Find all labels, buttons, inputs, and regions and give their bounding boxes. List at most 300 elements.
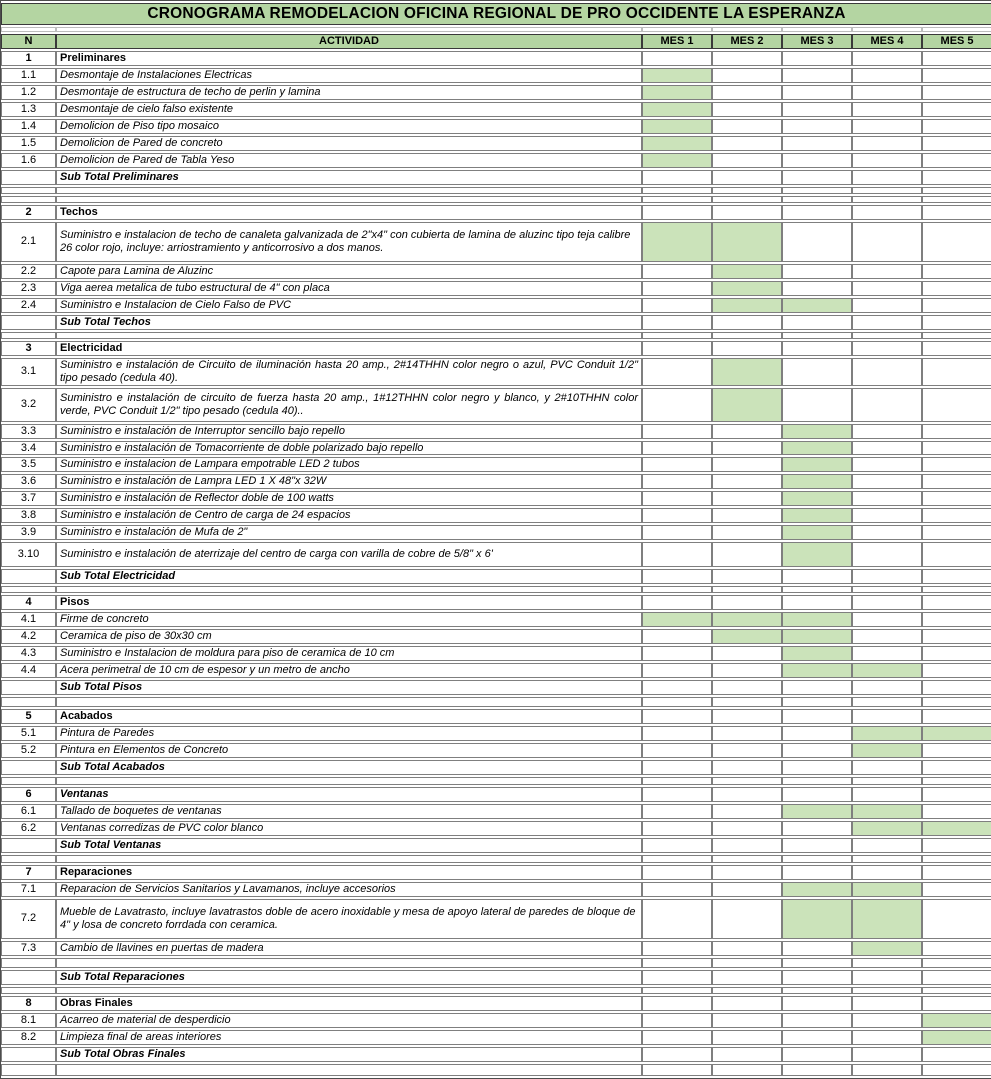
table-row: [1, 760, 991, 775]
row-number-cell: 8: [1, 996, 56, 1011]
activity-cell: Suministro e instalación de Lampra LED 1 X 48"x 32W: [56, 474, 642, 489]
table-row: [1, 838, 991, 853]
month-cell-mes-2: [712, 1047, 782, 1062]
month-cell-mes-5: [922, 136, 991, 151]
month-cell-mes-3: [782, 996, 852, 1011]
gap-cell: [1, 27, 56, 32]
table-row: [1, 341, 991, 356]
month-cell-mes-3: [782, 388, 852, 422]
activity-cell: Ventanas: [56, 787, 642, 802]
month-cell-mes-5: [922, 787, 991, 802]
month-cell-mes-2: [712, 787, 782, 802]
activity-cell: Sub Total Preliminares: [56, 170, 642, 185]
month-cell-mes-2: [712, 68, 782, 83]
table-row: [1, 970, 991, 985]
gantt-bar-cell-mes-1: [642, 85, 712, 100]
activity-cell: [56, 697, 642, 707]
month-cell-mes-2: [712, 680, 782, 695]
month-cell-mes-5: [922, 838, 991, 853]
gantt-bar-cell-mes-1: [642, 136, 712, 151]
table-row: [1, 136, 991, 151]
row-number-cell: 7.3: [1, 941, 56, 956]
row-number-cell: [1, 970, 56, 985]
spacer-row: [1, 987, 991, 994]
gantt-bar-cell-mes-3: [782, 457, 852, 472]
row-number-cell: 1.2: [1, 85, 56, 100]
month-cell-mes-3: [782, 170, 852, 185]
month-cell-mes-3: [782, 68, 852, 83]
gantt-bar-cell-mes-4: [852, 743, 922, 758]
month-cell-mes-1: [642, 542, 712, 567]
month-cell-mes-4: [852, 102, 922, 117]
month-cell-mes-5: [922, 85, 991, 100]
month-cell-mes-3: [782, 102, 852, 117]
row-number-cell: 7.1: [1, 882, 56, 897]
month-cell-mes-5: [922, 341, 991, 356]
month-cell-mes-5: [922, 855, 991, 863]
month-cell-mes-3: [782, 941, 852, 956]
month-cell-mes-3: [782, 332, 852, 339]
row-number-cell: 3.9: [1, 525, 56, 540]
row-number-cell: 6.2: [1, 821, 56, 836]
month-cell-mes-1: [642, 196, 712, 203]
gantt-bar-cell-mes-3: [782, 298, 852, 313]
month-cell-mes-5: [922, 586, 991, 593]
month-cell-mes-3: [782, 760, 852, 775]
column-header-n: N: [1, 34, 56, 49]
month-cell-mes-3: [782, 119, 852, 134]
activity-cell: [56, 187, 642, 194]
gantt-bar-cell-mes-2: [712, 358, 782, 386]
month-cell-mes-1: [642, 1047, 712, 1062]
table-row: [1, 996, 991, 1011]
table-row: [1, 542, 991, 567]
activity-cell: Pisos: [56, 595, 642, 610]
month-cell-mes-5: [922, 205, 991, 220]
month-cell-mes-1: [642, 187, 712, 194]
month-cell-mes-4: [852, 629, 922, 644]
month-cell-mes-3: [782, 777, 852, 785]
month-cell-mes-4: [852, 612, 922, 627]
month-cell-mes-4: [852, 85, 922, 100]
month-cell-mes-1: [642, 804, 712, 819]
column-header-mes-3: MES 3: [782, 34, 852, 49]
activity-cell: Reparacion de Servicios Sanitarios y Lavamanos, incluye accesorios: [56, 882, 642, 897]
month-cell-mes-5: [922, 264, 991, 279]
table-row: [1, 153, 991, 168]
activity-cell: Limpieza final de areas interiores: [56, 1030, 642, 1045]
month-cell-mes-2: [712, 663, 782, 678]
month-cell-mes-2: [712, 51, 782, 66]
row-number-cell: [1, 760, 56, 775]
table-row: [1, 170, 991, 185]
month-cell-mes-4: [852, 777, 922, 785]
month-cell-mes-5: [922, 1064, 991, 1076]
activity-cell: Desmontaje de Instalaciones Electricas: [56, 68, 642, 83]
month-cell-mes-3: [782, 315, 852, 330]
month-cell-mes-5: [922, 743, 991, 758]
month-cell-mes-3: [782, 222, 852, 262]
month-cell-mes-5: [922, 777, 991, 785]
month-cell-mes-4: [852, 958, 922, 968]
month-cell-mes-5: [922, 865, 991, 880]
month-cell-mes-4: [852, 970, 922, 985]
spacer-row: [1, 196, 991, 203]
month-cell-mes-1: [642, 958, 712, 968]
month-cell-mes-1: [642, 281, 712, 296]
activity-cell: Sub Total Acabados: [56, 760, 642, 775]
month-cell-mes-2: [712, 542, 782, 567]
gantt-bar-cell-mes-2: [712, 264, 782, 279]
gantt-bar-cell-mes-3: [782, 899, 852, 939]
row-number-cell: 8.2: [1, 1030, 56, 1045]
month-cell-mes-1: [642, 205, 712, 220]
table-row: [1, 222, 991, 262]
activity-cell: Suministro e instalación de circuito de fuerza hasta 20 amp., 1#12THHN color negro y blanco, y 2#10THHN color verde, PVC Conduit 1/2" tipo pesado (cedula 40)..: [56, 388, 642, 422]
activity-cell: Suministro e instalación de Centro de carga de 24 espacios: [56, 508, 642, 523]
activity-cell: Firme de concreto: [56, 612, 642, 627]
table-row: [1, 491, 991, 506]
month-cell-mes-3: [782, 838, 852, 853]
activity-cell: Suministro e instalacion de techo de canaleta galvanizada de 2"x4" con cubierta de lamina de aluzinc tipo teja calibre 26 color rojo, incluye: arriostramiento y anticorrosivo a dos manos.: [56, 222, 642, 262]
table-row: [1, 457, 991, 472]
month-cell-mes-5: [922, 697, 991, 707]
month-cell-mes-2: [712, 153, 782, 168]
month-cell-mes-2: [712, 941, 782, 956]
row-number-cell: [1, 586, 56, 593]
month-cell-mes-4: [852, 222, 922, 262]
month-cell-mes-5: [922, 612, 991, 627]
table-row: [1, 569, 991, 584]
page-title: CRONOGRAMA REMODELACION OFICINA REGIONAL DE PRO OCCIDENTE LA ESPERANZA: [1, 3, 991, 25]
month-cell-mes-5: [922, 68, 991, 83]
month-cell-mes-5: [922, 970, 991, 985]
row-number-cell: 6: [1, 787, 56, 802]
row-number-cell: 3.1: [1, 358, 56, 386]
row-number-cell: [1, 855, 56, 863]
month-cell-mes-2: [712, 855, 782, 863]
month-cell-mes-1: [642, 1013, 712, 1028]
row-number-cell: 1.3: [1, 102, 56, 117]
gantt-bar-cell-mes-5: [922, 821, 991, 836]
month-cell-mes-4: [852, 1013, 922, 1028]
month-cell-mes-2: [712, 170, 782, 185]
month-cell-mes-5: [922, 595, 991, 610]
row-number-cell: 4: [1, 595, 56, 610]
activity-cell: [56, 196, 642, 203]
row-number-cell: 4.3: [1, 646, 56, 661]
month-cell-mes-1: [642, 441, 712, 456]
month-cell-mes-1: [642, 941, 712, 956]
activity-cell: Suministro e instalación de Reflector doble de 100 watts: [56, 491, 642, 506]
row-number-cell: [1, 958, 56, 968]
month-cell-mes-1: [642, 315, 712, 330]
row-number-cell: [1, 1064, 56, 1076]
month-cell-mes-4: [852, 996, 922, 1011]
spacer-row: [1, 958, 991, 968]
gantt-bar-cell-mes-1: [642, 612, 712, 627]
month-cell-mes-4: [852, 264, 922, 279]
row-number-cell: 5.2: [1, 743, 56, 758]
month-cell-mes-1: [642, 358, 712, 386]
gantt-bar-cell-mes-3: [782, 525, 852, 540]
row-number-cell: 3.2: [1, 388, 56, 422]
table-row: [1, 205, 991, 220]
month-cell-mes-3: [782, 586, 852, 593]
spacer-row: [1, 332, 991, 339]
month-cell-mes-2: [712, 838, 782, 853]
month-cell-mes-2: [712, 187, 782, 194]
table-row: [1, 804, 991, 819]
row-number-cell: [1, 315, 56, 330]
spacer-row: [1, 187, 991, 194]
month-cell-mes-3: [782, 1064, 852, 1076]
row-number-cell: 5: [1, 709, 56, 724]
gantt-bar-cell-mes-3: [782, 882, 852, 897]
activity-cell: Suministro e Instalacion de moldura para piso de ceramica de 10 cm: [56, 646, 642, 661]
month-cell-mes-4: [852, 332, 922, 339]
gantt-bar-cell-mes-5: [922, 1030, 991, 1045]
month-cell-mes-2: [712, 595, 782, 610]
spacer-row: [1, 777, 991, 785]
activity-cell: Pintura de Paredes: [56, 726, 642, 741]
month-cell-mes-2: [712, 821, 782, 836]
activity-cell: Reparaciones: [56, 865, 642, 880]
month-cell-mes-1: [642, 474, 712, 489]
month-cell-mes-4: [852, 153, 922, 168]
activity-cell: Preliminares: [56, 51, 642, 66]
gap-cell: [642, 27, 712, 32]
month-cell-mes-4: [852, 68, 922, 83]
month-cell-mes-5: [922, 569, 991, 584]
activity-cell: Cambio de llavines en puertas de madera: [56, 941, 642, 956]
spacer-row: [1, 697, 991, 707]
column-header-mes-4: MES 4: [852, 34, 922, 49]
month-cell-mes-1: [642, 341, 712, 356]
gantt-bar-cell-mes-3: [782, 629, 852, 644]
month-cell-mes-5: [922, 388, 991, 422]
month-cell-mes-2: [712, 996, 782, 1011]
month-cell-mes-4: [852, 838, 922, 853]
month-cell-mes-4: [852, 680, 922, 695]
month-cell-mes-3: [782, 970, 852, 985]
month-cell-mes-2: [712, 743, 782, 758]
activity-cell: Suministro e instalacion de Lampara empotrable LED 2 tubos: [56, 457, 642, 472]
month-cell-mes-1: [642, 987, 712, 994]
activity-cell: Demolicion de Pared de Tabla Yeso: [56, 153, 642, 168]
table-row: [1, 882, 991, 897]
month-cell-mes-2: [712, 1064, 782, 1076]
activity-cell: Suministro e Instalacion de Cielo Falso de PVC: [56, 298, 642, 313]
month-cell-mes-1: [642, 51, 712, 66]
gantt-bar-cell-mes-3: [782, 508, 852, 523]
month-cell-mes-1: [642, 586, 712, 593]
month-cell-mes-2: [712, 424, 782, 439]
month-cell-mes-5: [922, 457, 991, 472]
row-number-cell: [1, 838, 56, 853]
activity-cell: Tallado de boquetes de ventanas: [56, 804, 642, 819]
activity-cell: Capote para Lamina de Aluzinc: [56, 264, 642, 279]
month-cell-mes-2: [712, 341, 782, 356]
gantt-bar-cell-mes-5: [922, 726, 991, 741]
month-cell-mes-1: [642, 508, 712, 523]
month-cell-mes-1: [642, 298, 712, 313]
month-cell-mes-2: [712, 102, 782, 117]
month-cell-mes-5: [922, 358, 991, 386]
activity-cell: Mueble de Lavatrasto, incluye lavatrastos doble de acero inoxidable y mesa de apoyo lateral de paredes de bloque de 4" y losa de concreto forrdada con ceramica.: [56, 899, 642, 939]
row-number-cell: 3.5: [1, 457, 56, 472]
activity-cell: Sub Total Reparaciones: [56, 970, 642, 985]
activity-cell: [56, 987, 642, 994]
month-cell-mes-5: [922, 996, 991, 1011]
row-number-cell: 3.7: [1, 491, 56, 506]
month-cell-mes-3: [782, 205, 852, 220]
gantt-bar-cell-mes-5: [922, 1013, 991, 1028]
month-cell-mes-4: [852, 787, 922, 802]
activity-cell: Desmontaje de estructura de techo de perlin y lamina: [56, 85, 642, 100]
month-cell-mes-4: [852, 1047, 922, 1062]
month-cell-mes-5: [922, 525, 991, 540]
month-cell-mes-1: [642, 865, 712, 880]
month-cell-mes-3: [782, 136, 852, 151]
row-number-cell: 2.4: [1, 298, 56, 313]
row-number-cell: 7: [1, 865, 56, 880]
row-number-cell: 3: [1, 341, 56, 356]
table-row: [1, 709, 991, 724]
row-number-cell: 8.1: [1, 1013, 56, 1028]
month-cell-mes-1: [642, 595, 712, 610]
column-header-activity: ACTIVIDAD: [56, 34, 642, 49]
month-cell-mes-4: [852, 281, 922, 296]
month-cell-mes-4: [852, 987, 922, 994]
table-row: [1, 315, 991, 330]
activity-cell: Sub Total Obras Finales: [56, 1047, 642, 1062]
gantt-bar-cell-mes-4: [852, 726, 922, 741]
row-number-cell: 2: [1, 205, 56, 220]
row-number-cell: 1.5: [1, 136, 56, 151]
row-number-cell: 2.2: [1, 264, 56, 279]
activity-cell: Pintura en Elementos de Concreto: [56, 743, 642, 758]
table-row: [1, 1047, 991, 1062]
month-cell-mes-3: [782, 1030, 852, 1045]
gantt-bar-cell-mes-2: [712, 612, 782, 627]
month-cell-mes-4: [852, 855, 922, 863]
month-cell-mes-5: [922, 987, 991, 994]
month-cell-mes-1: [642, 760, 712, 775]
month-cell-mes-4: [852, 865, 922, 880]
month-cell-mes-4: [852, 474, 922, 489]
month-cell-mes-2: [712, 1013, 782, 1028]
month-cell-mes-4: [852, 298, 922, 313]
month-cell-mes-4: [852, 196, 922, 203]
month-cell-mes-1: [642, 777, 712, 785]
activity-cell: Acarreo de material de desperdicio: [56, 1013, 642, 1028]
month-cell-mes-4: [852, 388, 922, 422]
month-cell-mes-2: [712, 646, 782, 661]
month-cell-mes-3: [782, 569, 852, 584]
gantt-bar-cell-mes-2: [712, 222, 782, 262]
month-cell-mes-5: [922, 508, 991, 523]
month-cell-mes-2: [712, 457, 782, 472]
row-number-cell: 5.1: [1, 726, 56, 741]
row-number-cell: 3.10: [1, 542, 56, 567]
gap-cell: [56, 27, 642, 32]
spacer-row: [1, 1064, 991, 1076]
month-cell-mes-5: [922, 491, 991, 506]
month-cell-mes-5: [922, 315, 991, 330]
spacer-row: [1, 586, 991, 593]
gantt-bar-cell-mes-3: [782, 474, 852, 489]
row-number-cell: 3.8: [1, 508, 56, 523]
month-cell-mes-5: [922, 882, 991, 897]
row-number-cell: [1, 777, 56, 785]
month-cell-mes-4: [852, 586, 922, 593]
row-number-cell: 2.3: [1, 281, 56, 296]
activity-cell: Viga aerea metalica de tubo estructural de 4" con placa: [56, 281, 642, 296]
month-cell-mes-2: [712, 987, 782, 994]
activity-cell: Suministro e instalación de Mufa de 2": [56, 525, 642, 540]
month-cell-mes-1: [642, 970, 712, 985]
month-cell-mes-1: [642, 1030, 712, 1045]
row-number-cell: 3.4: [1, 441, 56, 456]
month-cell-mes-4: [852, 595, 922, 610]
table-row: [1, 680, 991, 695]
month-cell-mes-5: [922, 441, 991, 456]
month-cell-mes-3: [782, 680, 852, 695]
month-cell-mes-1: [642, 332, 712, 339]
month-cell-mes-5: [922, 170, 991, 185]
month-cell-mes-3: [782, 958, 852, 968]
month-cell-mes-3: [782, 196, 852, 203]
month-cell-mes-3: [782, 264, 852, 279]
month-cell-mes-4: [852, 136, 922, 151]
month-cell-mes-4: [852, 358, 922, 386]
month-cell-mes-1: [642, 680, 712, 695]
month-cell-mes-3: [782, 595, 852, 610]
activity-cell: Suministro e instalación de Circuito de iluminación hasta 20 amp., 2#14THHN color negro o azul, PVC Conduit 1/2" tipo pesado (cedula 40).: [56, 358, 642, 386]
month-cell-mes-4: [852, 51, 922, 66]
activity-cell: Desmontaje de cielo falso existente: [56, 102, 642, 117]
activity-cell: [56, 332, 642, 339]
month-cell-mes-1: [642, 709, 712, 724]
month-cell-mes-5: [922, 281, 991, 296]
table-row: [1, 743, 991, 758]
table-row: [1, 508, 991, 523]
column-header-row: [1, 34, 991, 49]
month-cell-mes-4: [852, 170, 922, 185]
month-cell-mes-5: [922, 941, 991, 956]
month-cell-mes-1: [642, 821, 712, 836]
month-cell-mes-5: [922, 424, 991, 439]
month-cell-mes-3: [782, 153, 852, 168]
month-cell-mes-4: [852, 424, 922, 439]
month-cell-mes-1: [642, 697, 712, 707]
month-cell-mes-4: [852, 1064, 922, 1076]
activity-cell: Sub Total Techos: [56, 315, 642, 330]
month-cell-mes-4: [852, 709, 922, 724]
row-number-cell: [1, 196, 56, 203]
month-cell-mes-3: [782, 85, 852, 100]
month-cell-mes-2: [712, 569, 782, 584]
table-row: [1, 1030, 991, 1045]
gantt-bar-cell-mes-3: [782, 542, 852, 567]
table-row: [1, 264, 991, 279]
month-cell-mes-5: [922, 646, 991, 661]
table-row: [1, 525, 991, 540]
gantt-bar-cell-mes-4: [852, 821, 922, 836]
spacer-row: [1, 855, 991, 863]
table-row: [1, 941, 991, 956]
